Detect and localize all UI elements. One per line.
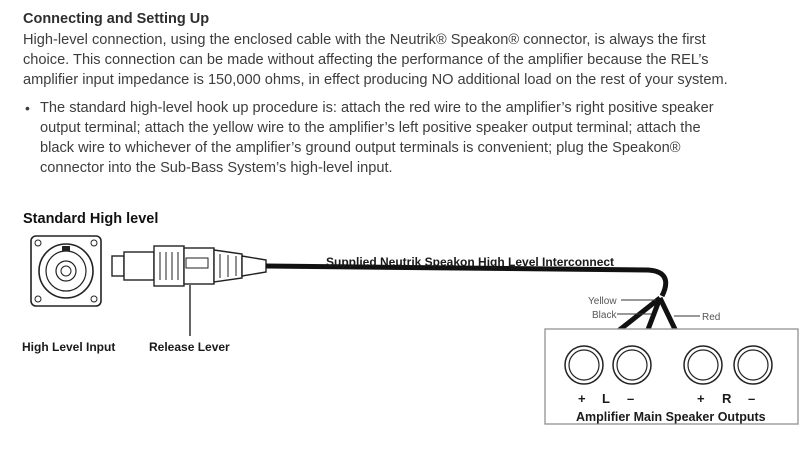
wire-black-label: Black <box>592 310 617 321</box>
bullet-line: connector into the Sub-Bass System’s high-level input. <box>40 160 393 176</box>
bullet-line: output terminal; attach the yellow wire to the amplifier’s left positive speaker output terminal; attach the <box>40 120 701 136</box>
terminal-mark: + <box>578 391 586 406</box>
wire-red-label: Red <box>702 312 721 323</box>
terminal-mark: R <box>722 391 732 406</box>
hookup-bullet <box>23 98 798 178</box>
terminal-mark: – <box>627 391 635 406</box>
terminal-mark: + <box>697 391 705 406</box>
paragraph-line: High-level connection, using the enclosed cable with the Neutrik® Speakon® connector, is always the first <box>23 32 706 48</box>
terminal-mark: – <box>748 391 756 406</box>
interconnect-cable <box>266 266 666 296</box>
figure-title: Standard High level <box>23 211 159 227</box>
bullet-icon: • <box>25 100 30 116</box>
amplifier-label: Amplifier Main Speaker Outputs <box>576 410 766 424</box>
document-body <box>23 8 798 178</box>
speakon-socket-icon <box>31 236 101 306</box>
lever-label: Release Lever <box>149 340 230 354</box>
bullet-line: The standard high-level hook up procedure is: attach the red wire to the amplifier’s right positive speaker <box>40 100 714 116</box>
wiring-diagram <box>0 228 807 459</box>
paragraph-line: amplifier input impedance is 150,000 ohms, in effect producing NO additional load on the rest of your system. <box>23 72 728 88</box>
input-label: High Level Input <box>22 340 116 354</box>
bullet-line: black wire to whichever of the amplifier’s ground output terminals is convenient; plug the Speakon® <box>40 140 681 156</box>
intro-paragraph <box>23 30 798 90</box>
wire-yellow-label: Yellow <box>588 296 617 307</box>
cable-label: Supplied Neutrik Speakon High Level Interconnect <box>326 255 615 269</box>
terminal-mark: L <box>602 391 610 406</box>
speakon-plug-icon <box>112 246 266 286</box>
section-heading: Connecting and Setting Up <box>23 11 210 27</box>
paragraph-line: choice. This connection can be made without affecting the performance of the amplifier because the REL’s <box>23 52 709 68</box>
